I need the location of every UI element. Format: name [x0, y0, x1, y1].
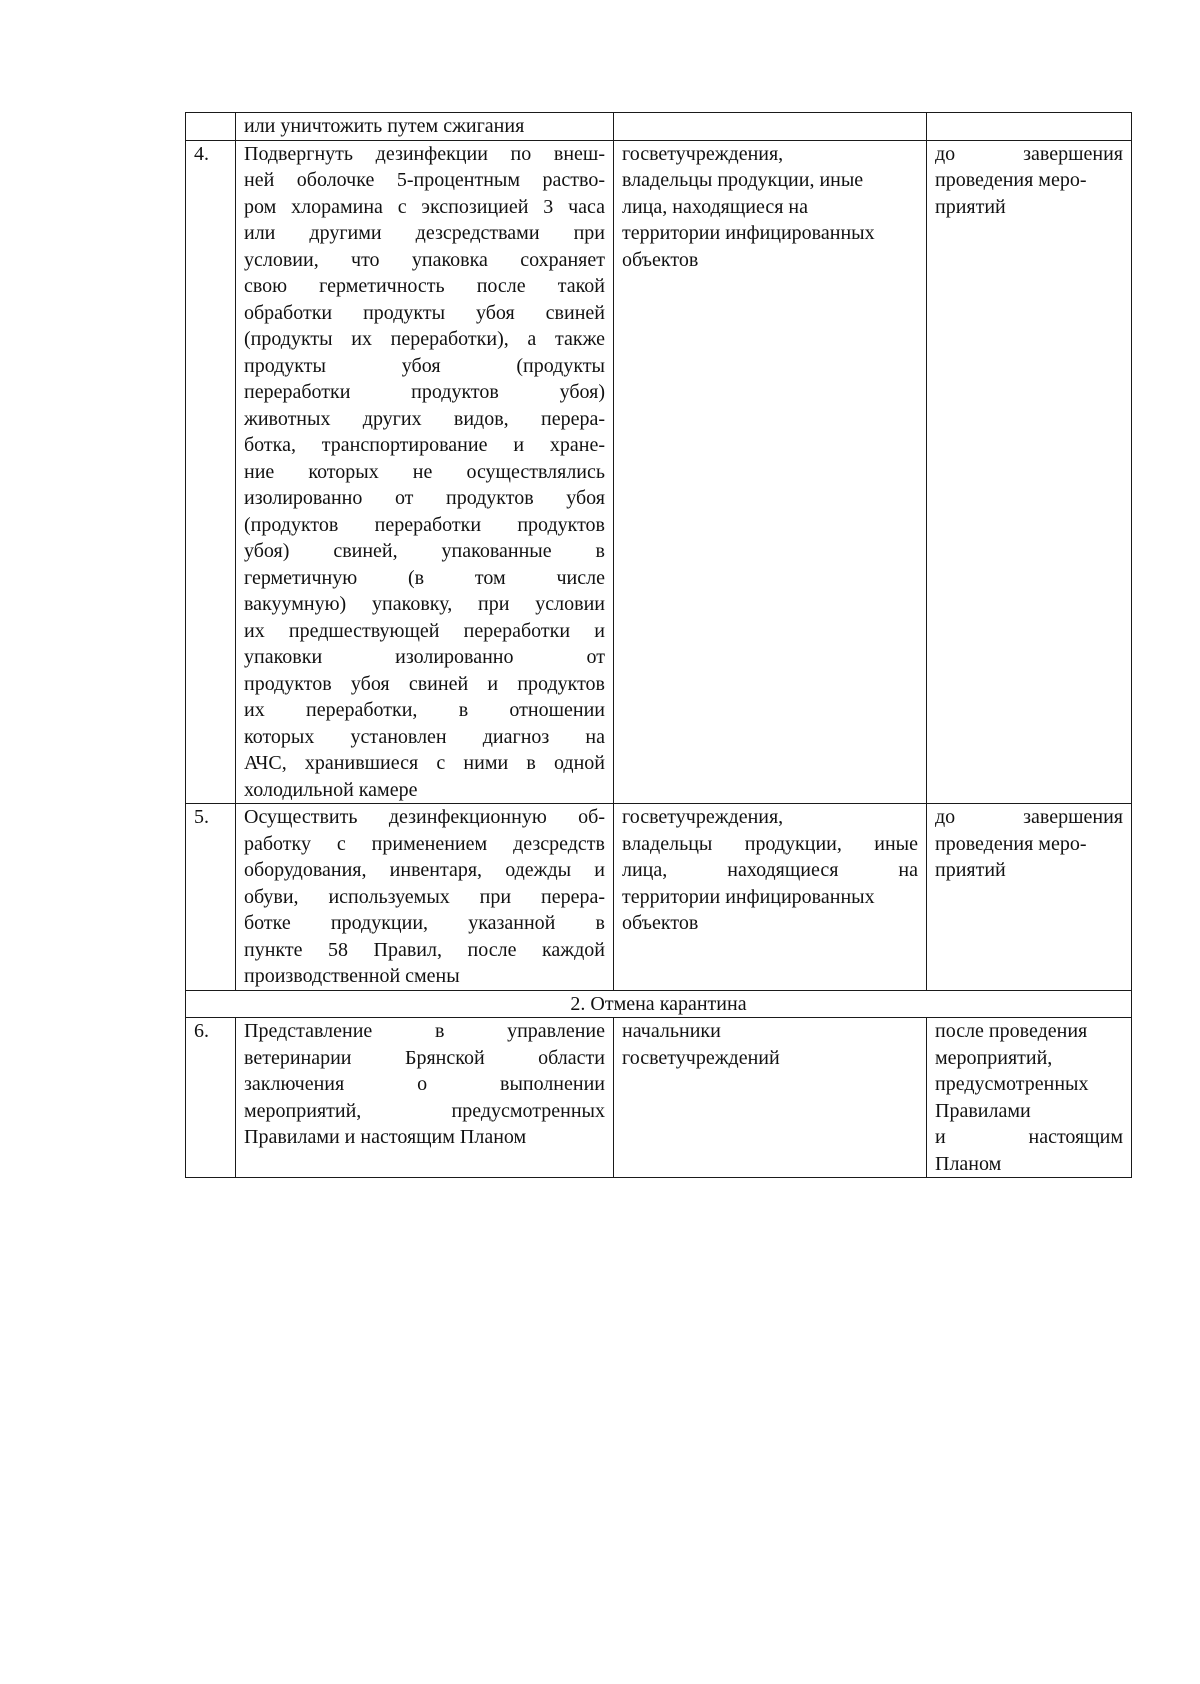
action-line: животных других видов, перера-	[244, 407, 605, 430]
responsible-line: госветучреждения,	[622, 806, 784, 828]
action-line: ботке продукции, указанной в	[244, 912, 605, 934]
responsible-line: территории инфицированных	[622, 885, 875, 908]
action-line: мероприятий, предусмотренных	[244, 1099, 605, 1122]
action-line: производственной смены	[244, 965, 460, 987]
responsible-line: владельцы продукции, иные	[622, 832, 918, 855]
term-line: проведения меро-	[935, 169, 1087, 191]
action-line: (продукты их переработки), а также	[244, 328, 605, 350]
action-line: или другими дезсредствами при	[244, 222, 605, 244]
action-line: Осуществить дезинфекционную об-	[244, 806, 605, 828]
action-cell	[236, 140, 614, 804]
responsible-line: территории инфицированных	[622, 222, 875, 244]
action-line: ром хлорамина с экспозицией 3 часа	[244, 195, 605, 218]
term-line: после проведения	[935, 1020, 1088, 1042]
action-line	[244, 1151, 605, 1178]
action-line: изолированно от продуктов убоя	[244, 487, 605, 509]
action-line: или уничтожить путем сжигания	[244, 115, 525, 137]
section-heading: 2. Отмена карантина	[570, 992, 747, 1015]
row-number: 4.	[194, 142, 209, 165]
action-cell	[236, 804, 614, 991]
action-line: АЧС, хранившиеся с ними в одной	[244, 752, 605, 774]
row-number-cell	[186, 804, 236, 991]
row-number: 5.	[194, 806, 209, 828]
section-heading-cell	[186, 990, 1132, 1018]
table-row	[186, 804, 1132, 991]
action-line: их предшествующей переработки и	[244, 619, 605, 642]
term-line: до завершения	[935, 142, 1123, 165]
term-line: проведения меро-	[935, 832, 1087, 855]
responsible-cell	[614, 113, 927, 141]
table-row	[186, 140, 1132, 804]
term-line: приятий	[935, 859, 1006, 881]
action-line: обработки продукты убоя свиней	[244, 301, 605, 324]
action-line: продуктов убоя свиней и продуктов	[244, 672, 605, 695]
term-cell	[927, 140, 1132, 804]
term-line: приятий	[935, 195, 1006, 218]
term-line: Правилами	[935, 1099, 1031, 1122]
term-line: предусмотренных	[935, 1073, 1089, 1095]
action-line: ней оболочке 5-процентным раство-	[244, 169, 605, 191]
action-line: обуви, используемых при перера-	[244, 885, 605, 908]
action-line: работку с применением дезсредств	[244, 832, 605, 855]
action-line: заключения о выполнении	[244, 1073, 605, 1095]
action-line: которых установлен диагноз на	[244, 725, 605, 748]
action-line: Подвергнуть дезинфекции по внеш-	[244, 142, 605, 165]
responsible-line: госветучреждения,	[622, 142, 784, 165]
term-line: до завершения	[935, 806, 1123, 828]
responsible-cell	[614, 1018, 927, 1178]
action-cell	[236, 1018, 614, 1178]
row-number-cell	[186, 113, 236, 141]
action-line: холодильной камере	[244, 778, 418, 801]
responsible-cell	[614, 804, 927, 991]
term-cell	[927, 113, 1132, 141]
action-line: убоя) свиней, упакованные в	[244, 540, 605, 562]
action-line: ботка, транспортирование и хране-	[244, 434, 605, 456]
table-row	[186, 1018, 1132, 1178]
responsible-cell	[614, 140, 927, 804]
action-line: упаковки изолированно от	[244, 646, 605, 668]
responsible-line: объектов	[622, 248, 699, 271]
term-cell	[927, 1018, 1132, 1178]
action-line: Представление в управление	[244, 1020, 605, 1042]
action-line: ветеринарии Брянской области	[244, 1046, 605, 1069]
action-line: переработки продуктов убоя)	[244, 381, 605, 403]
action-line: условии, что упаковка сохраняет	[244, 248, 605, 271]
responsible-line: лица, находящиеся на	[622, 195, 809, 218]
action-cell	[236, 113, 614, 141]
row-number: 6.	[194, 1020, 209, 1042]
plan-table	[185, 112, 1132, 1178]
action-line: Правилами и настоящим Планом	[244, 1126, 527, 1148]
responsible-line: госветучреждений	[622, 1046, 780, 1069]
responsible-line: владельцы продукции, иные	[622, 169, 864, 191]
action-line: вакуумную) упаковку, при условии	[244, 593, 605, 615]
action-line: ние которых не осуществлялись	[244, 460, 605, 483]
row-number-cell	[186, 1018, 236, 1178]
continuation-row	[186, 113, 1132, 141]
row-number-cell	[186, 140, 236, 804]
term-line: Планом	[935, 1152, 1002, 1175]
action-line: свою герметичность после такой	[244, 275, 605, 297]
action-line: пункте 58 Правил, после каждой	[244, 938, 605, 961]
responsible-line: объектов	[622, 912, 699, 934]
responsible-line: начальники	[622, 1020, 721, 1042]
action-line: их переработки, в отношении	[244, 699, 605, 721]
action-line: продукты убоя (продукты	[244, 354, 605, 377]
action-line: оборудования, инвентаря, одежды и	[244, 859, 605, 881]
action-line: (продуктов переработки продуктов	[244, 513, 605, 536]
term-line: и настоящим	[935, 1126, 1123, 1148]
term-line: мероприятий,	[935, 1046, 1053, 1069]
section-heading-row	[186, 990, 1132, 1018]
action-line: герметичную (в том числе	[244, 566, 605, 589]
responsible-line: лица, находящиеся на	[622, 859, 918, 881]
term-cell	[927, 804, 1132, 991]
